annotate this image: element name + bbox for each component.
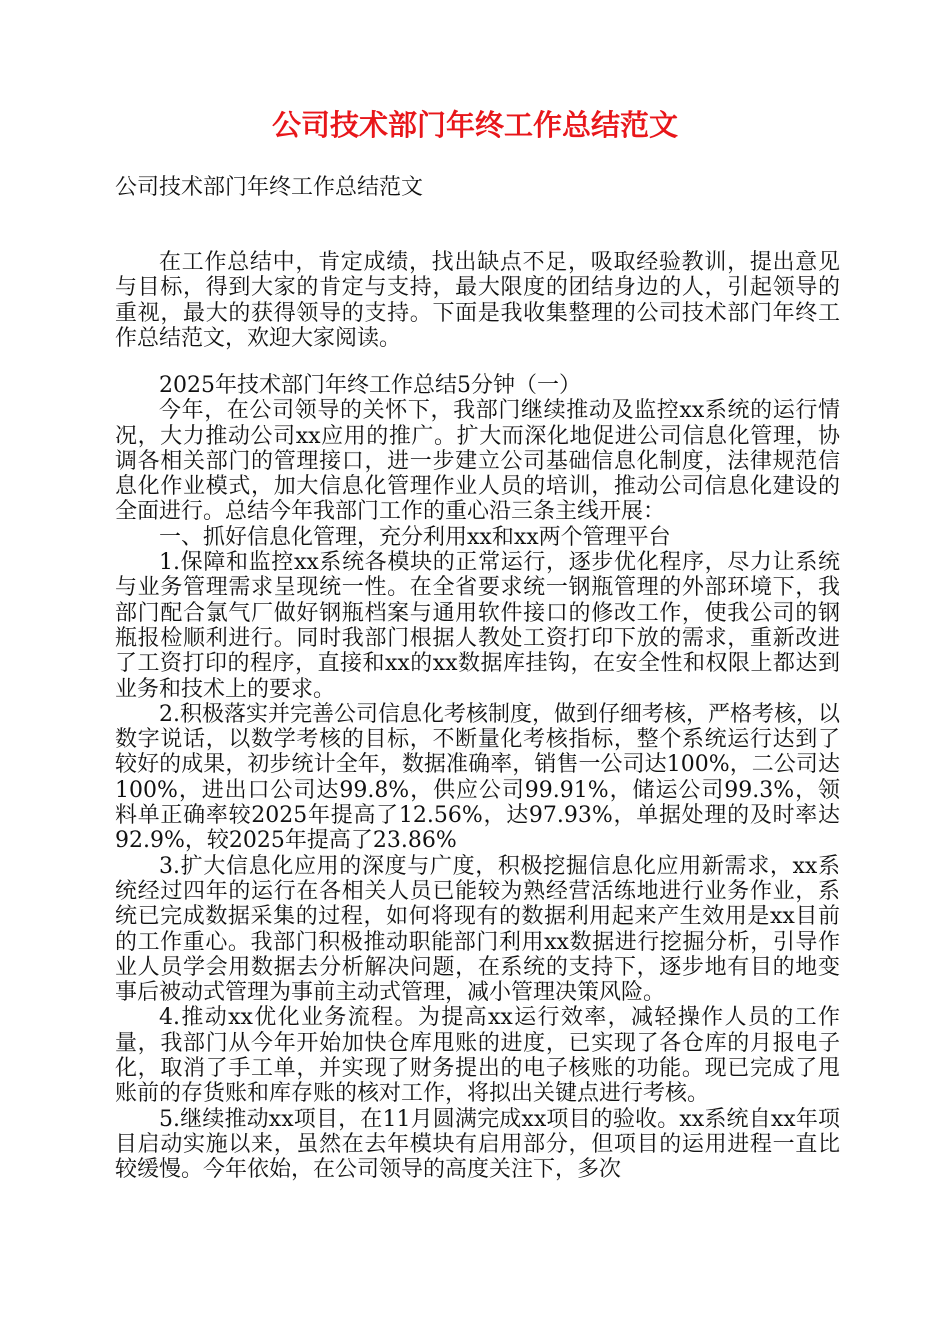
document-title: 公司技术部门年终工作总结范文 [271,108,678,142]
paragraph: 今年，在公司领导的关怀下，我部门继续推动及监控xx系统的运行情况，大力推动公司xx应用的推广。扩大而深化地促进公司信息化管理，协调各相关部门的管理接口，进一步建立公司基础信息化制度，法律规范信息化作业模式，加大信息化管理作业人员的培训，推动公司信息化建设的全面进行。总结今年我部门工作的重心沿三条主线开展： [115,398,840,525]
intro-paragraph: 在工作总结中，肯定成绩，找出缺点不足，吸取经验教训，提出意见与目标，得到大家的肯定与支持，最大限度的团结身边的人，引起领导的重视，最大的获得领导的支持。下面是我收集整理的公司技术部门年终工作总结范文，欢迎大家阅读。 [115,250,840,351]
document-subtitle: 公司技术部门年终工作总结范文 [115,175,424,200]
section-heading: 一、抓好信息化管理，充分利用xx和xx两个管理平台 [159,524,671,550]
section-heading: 2025年技术部门年终工作总结5分钟（一） [159,373,581,398]
paragraph: 3.扩大信息化应用的深度与广度，积极挖掘信息化应用新需求，xx系统经过四年的运行在各相关人员已能较为熟经营活练地进行业务作业，系统已完成数据采集的过程，如何将现有的数据利用起来产生效用是xx目前的工作重心。我部门积极推动职能部门利用xx数据进行挖掘分析，引导作业人员学会用数据去分析解决问题，在系统的支持下，逐步地有目的地变事后被动式管理为事前主动式管理，减小管理决策风险。 [115,853,840,1006]
paragraph: 2.积极落实并完善公司信息化考核制度，做到仔细考核，严格考核，以数字说话，以数学考核的目标，不断量化考核指标，整个系统运行达到了较好的成果，初步统计全年，数据准确率，销售一公司达100%，二公司达100%，进出口公司达99.8%，供应公司99.91%，储运公司99.3%，领料单正确率较2025年提高了12.56%，达97.93%，单据处理的及时率达92.9%，较2025年提高了23.86% [115,701,840,854]
intro-section [115,250,840,351]
paragraph: 1.保障和监控xx系统各模块的正常运行，逐步优化程序，尽力让系统与业务管理需求呈现统一性。在全省要求统一钢瓶管理的外部环境下，我部门配合氯气厂做好钢瓶档案与通用软件接口的修改工作，使我公司的钢瓶报检顺利进行。同时我部门根据人教处工资打印下放的需求，重新改进了工资打印的程序，直接和xx的xx数据库挂钩，在安全性和权限上都达到业务和技术上的要求。 [115,550,840,702]
main-section [115,373,840,1183]
paragraph: 4.推动xx优化业务流程。为提高xx运行效率，减轻操作人员的工作量，我部门从今年开始加快仓库甩账的进度，已实现了各仓库的月报电子化，取消了手工单，并实现了财务提出的电子核账的功能。现已完成了甩账前的存货账和库存账的核对工作，将拟出关键点进行考核。 [115,1005,840,1107]
paragraph: 5.继续推动xx项目，在11月圆满完成xx项目的验收。xx系统自xx年项目启动实施以来，虽然在去年模块有启用部分，但项目的运用进程一直比较缓慢。今年依始，在公司领导的高度关注下，多次 [115,1106,840,1183]
